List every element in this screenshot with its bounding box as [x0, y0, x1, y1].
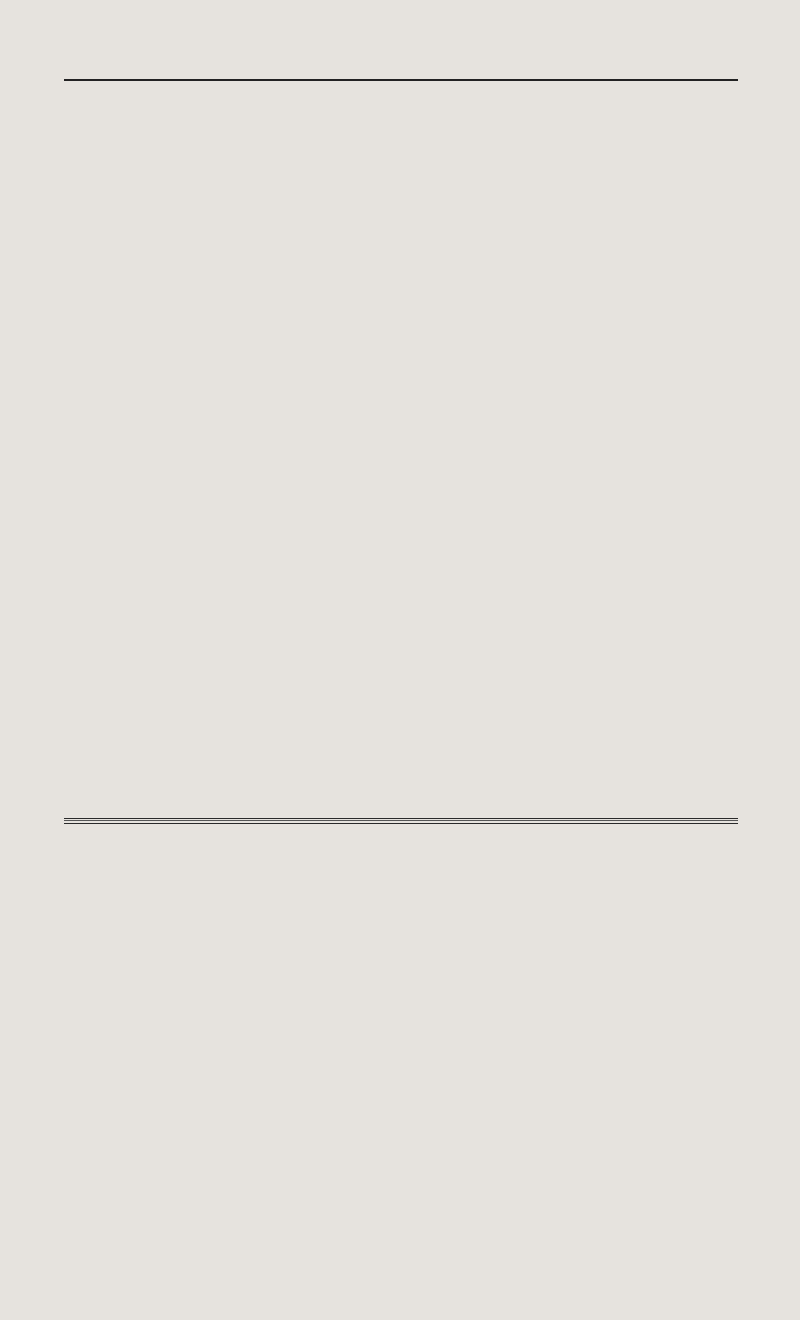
page-header: [64, 48, 736, 74]
feuilleton-separator: [64, 818, 738, 824]
header-rule: [64, 79, 738, 81]
